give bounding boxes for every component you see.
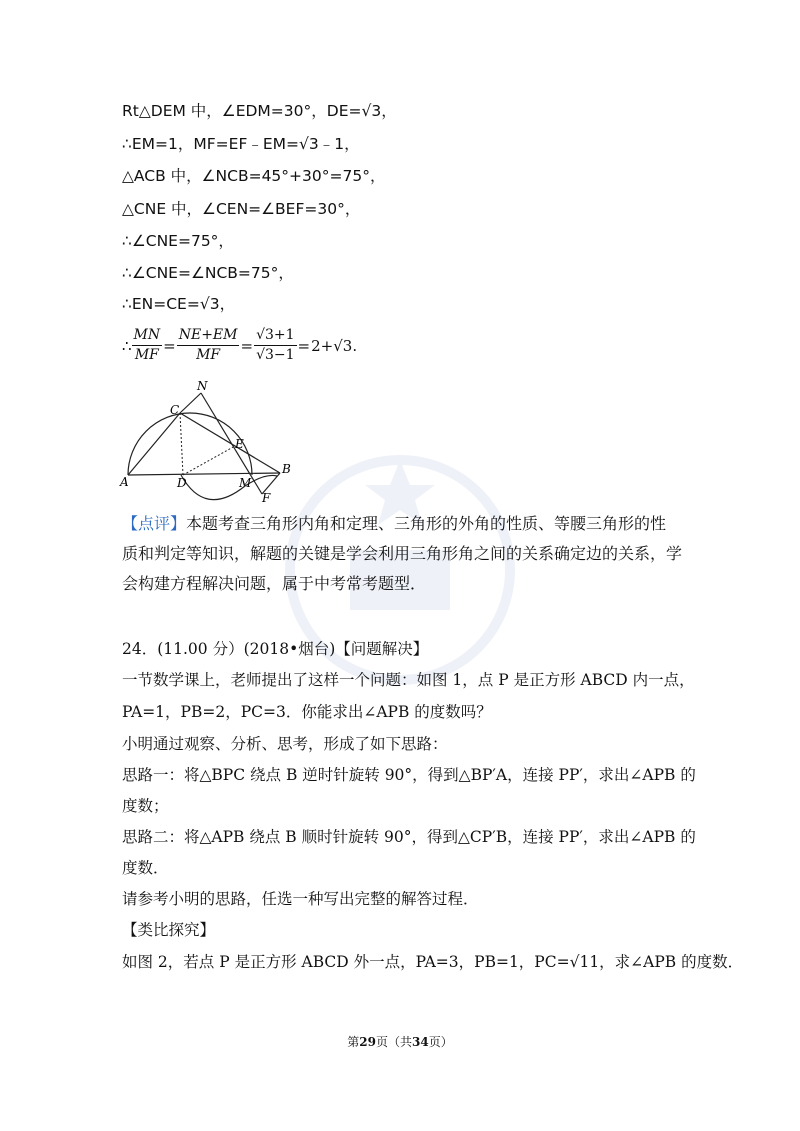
- formula-prefix: ∴: [122, 336, 132, 355]
- comment-tag: 【点评】: [122, 514, 187, 533]
- point-label-a: A: [120, 475, 129, 489]
- solution-line-4: △CNE 中，∠CEN=∠BEF=30°，: [122, 200, 361, 218]
- solution-line-7: ∴EN=CE=√3，: [122, 295, 236, 313]
- point-label-e: E: [235, 437, 244, 451]
- current-page-number: 29: [359, 1035, 376, 1049]
- point-label-f: F: [262, 491, 271, 503]
- question-paragraph-7: 度数．: [122, 859, 169, 877]
- fraction-numerator: √3+1: [254, 327, 296, 346]
- point-label-n: N: [197, 379, 208, 393]
- solution-line-3: △ACB 中，∠NCB=45°+30°=75°，: [122, 167, 386, 185]
- solution-line-6: ∴∠CNE=∠NCB=75°，: [122, 264, 294, 282]
- comment-paragraph: [122, 509, 682, 599]
- question-paragraph-1: 一节数学课上，老师提出了这样一个问题：如图 1，点 P 是正方形 ABCD 内一点，: [122, 671, 695, 689]
- fraction-ne-em-mf: [177, 327, 240, 364]
- fraction-mn-mf: [132, 327, 163, 364]
- point-label-d: D: [177, 476, 187, 490]
- segment-cb: [180, 413, 280, 473]
- question-paragraph-8: 请参考小明的思路，任选一种写出完整的解答过程．: [122, 890, 479, 908]
- footer-text: 页（共: [375, 1035, 412, 1049]
- circle-arc-upper: [128, 413, 252, 475]
- fraction-denominator: √3−1: [256, 347, 295, 363]
- point-label-m: M: [239, 476, 252, 490]
- equals-sign: =: [163, 336, 176, 355]
- question-paragraph-6: 思路二：将△APB 绕点 B 顺时针旋转 90°，得到△CP′B，连接 PP′，求出∠APB 的: [122, 828, 696, 846]
- fraction-denominator: MF: [196, 347, 221, 363]
- equals-sign: =: [240, 336, 254, 355]
- fraction-denominator: MF: [134, 347, 159, 363]
- segment-cn: [180, 393, 201, 413]
- solution-line-2: ∴EM=1，MF=EF﹣EM=√3﹣1，: [122, 135, 360, 153]
- geometry-figure: [115, 378, 300, 503]
- fraction-numerator: MN: [132, 327, 163, 346]
- footer-text: 第: [347, 1035, 360, 1049]
- point-label-c: C: [170, 403, 180, 417]
- question-paragraph-2: PA=1，PB=2，PC=3．你能求出∠APB 的度数吗？: [122, 703, 492, 721]
- comment-text: 本题考查三角形内角和定理、三角形的外角的性质、等腰三角形的性质和判定等知识，解题的关键是学会利用三角形角之间的关系确定边的关系，学会构建方程解决问题，属于中考常考题型．: [122, 514, 683, 593]
- equals-sign: =: [297, 336, 311, 355]
- point-label-b: B: [282, 462, 291, 476]
- fraction-numerator: NE+EM: [177, 327, 240, 346]
- question-paragraph-4: 思路一：将△BPC 绕点 B 逆时针旋转 90°，得到△BP′A，连接 PP′，求出∠APB 的: [122, 766, 696, 784]
- ratio-formula: [122, 327, 357, 364]
- question-paragraph-10: 如图 2，若点 P 是正方形 ABCD 外一点，PA=3，PB=1，PC=√11，求∠APB 的度数．: [122, 953, 744, 971]
- page-footer: [0, 1033, 800, 1050]
- total-pages-number: 34: [412, 1035, 429, 1049]
- formula-result: 2+√3.: [311, 336, 358, 355]
- solution-line-5: ∴∠CNE=75°，: [122, 232, 234, 250]
- question-paragraph-3: 小明通过观察、分析、思考，形成了如下思路：: [122, 735, 448, 753]
- footer-text: 页）: [428, 1035, 453, 1049]
- question-paragraph-5: 度数；: [122, 797, 169, 815]
- segment-de-dashed: [183, 446, 235, 475]
- fraction-sqrt: [254, 327, 296, 364]
- segment-ab: [128, 473, 280, 475]
- question-header: 24．(11.00 分）(2018•烟台)【问题解决】: [122, 640, 429, 658]
- segment-cd-dashed: [180, 413, 183, 475]
- section-heading-analogy: 【类比探究】: [122, 921, 216, 939]
- solution-line-1: Rt△DEM 中，∠EDM=30°，DE=√3，: [122, 102, 397, 120]
